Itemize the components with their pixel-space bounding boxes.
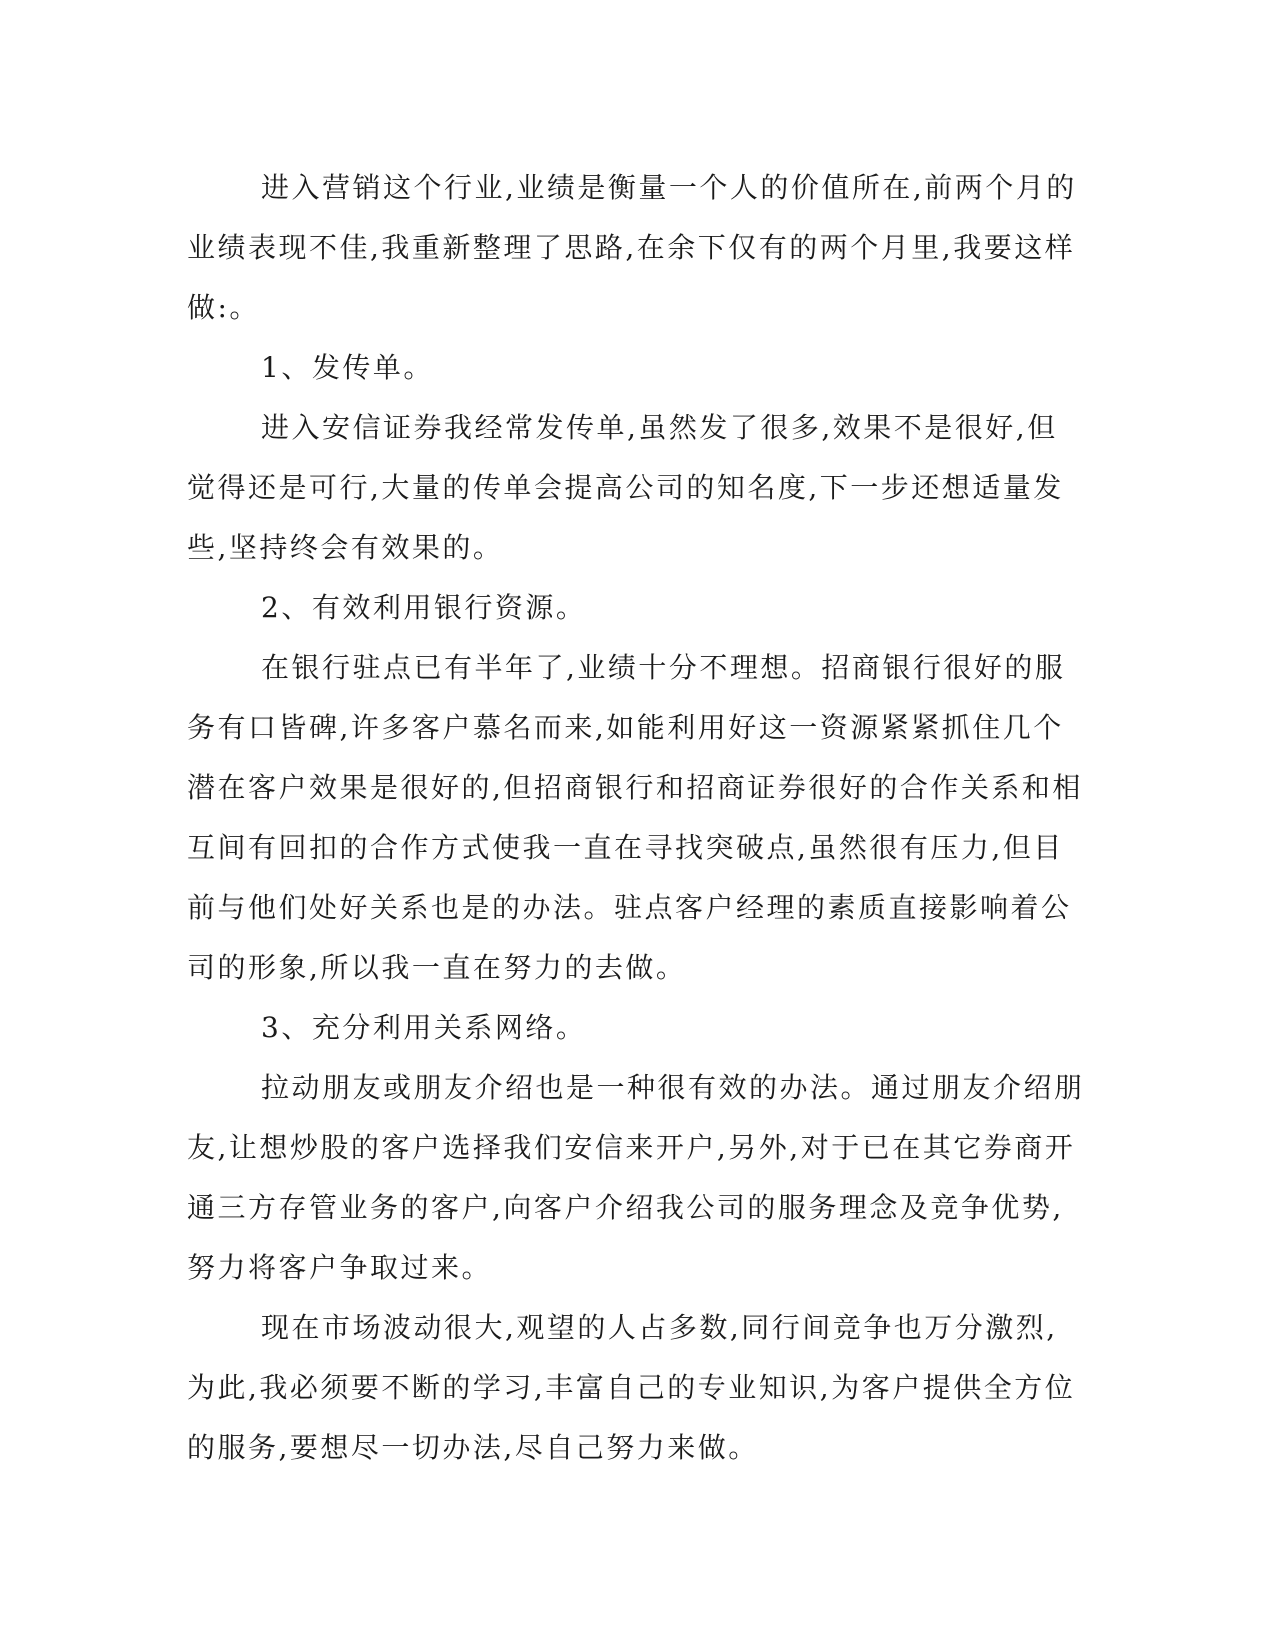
section-paragraph-2: 在银行驻点已有半年了,业绩十分不理想。招商银行很好的服务有口皆碑,许多客户慕名而来,如能利用好这一资源紧紧抓住几个潜在客户效果是很好的,但招商银行和招商证券很好的合作关系和相互间有回扣的合作方式使我一直在寻找突破点,虽然很有压力,但目前与他们处好关系也是的办法。驻点客户经理的素质直接影响着公司的形象,所以我一直在努力的去做。 [187,651,1083,984]
document-body [187,158,1087,1478]
section-heading-1: 1、发传单。 [261,351,434,384]
section-paragraph-3: 拉动朋友或朋友介绍也是一种很有效的办法。通过朋友介绍朋友,让想炒股的客户选择我们安信来开户,另外,对于已在其它券商开通三方存管业务的客户,向客户介绍我公司的服务理念及竞争优势,努力将客户争取过来。 [187,1071,1085,1284]
section-heading-3: 3、充分利用关系网络。 [261,1011,587,1044]
section-heading-2: 2、有效利用银行资源。 [261,591,587,624]
closing-paragraph: 现在市场波动很大,观望的人占多数,同行间竞争也万分激烈,为此,我必须要不断的学习,丰富自己的专业知识,为客户提供全方位的服务,要想尽一切办法,尽自己努力来做。 [187,1311,1076,1464]
intro-paragraph: 进入营销这个行业,业绩是衡量一个人的价值所在,前两个月的业绩表现不佳,我重新整理了思路,在余下仅有的两个月里,我要这样做:。 [187,171,1077,324]
section-paragraph-1: 进入安信证券我经常发传单,虽然发了很多,效果不是很好,但觉得还是可行,大量的传单会提高公司的知名度,下一步还想适量发些,坚持终会有效果的。 [187,411,1064,564]
